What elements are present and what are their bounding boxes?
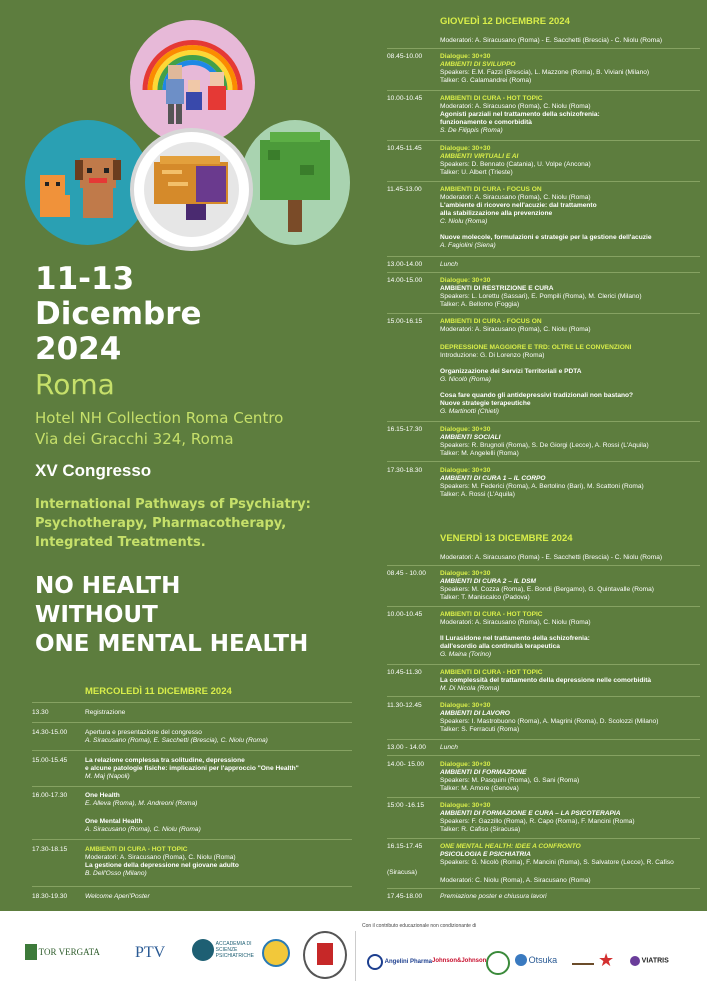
thu-row-1	[387, 53, 700, 87]
row-speakers: Speakers: G. Nicolò (Roma), F. Mancini (Roma), S. Salvatore (Lecce), R. Cafiso	[440, 859, 674, 866]
row-talker: Talker: R. Cafiso (Siracusa)	[440, 826, 521, 833]
divider	[32, 786, 352, 787]
row-talker: Talker: U. Albert (Trieste)	[440, 169, 513, 176]
row-time: 16.15-17.30	[387, 426, 423, 433]
thursday-heading: GIOVEDÌ 12 DICEMBRE 2024	[440, 16, 570, 27]
thu-row-9	[387, 467, 700, 501]
row-text: Agonisti parziali nel trattamento della schizofrenia:	[440, 111, 600, 118]
wed-row-1	[32, 709, 352, 719]
row-speakers: Speakers: F. Gazzillo (Roma), R. Capo (Roma), F. Mancini (Roma)	[440, 818, 635, 825]
row-people: G. Martinotti (Chieti)	[440, 408, 499, 415]
row-moderators: Moderatori: C. Niolu (Roma), A. Siracusano (Roma)	[440, 877, 591, 884]
row-text: One Health	[85, 792, 120, 799]
wed-row-3	[32, 757, 352, 783]
row-format: Dialogue: 30+30	[440, 426, 491, 433]
congress-title: XV Congresso	[35, 461, 152, 480]
row-text: La relazione complessa tra solitudine, depressione	[85, 757, 245, 764]
row-time: 17.45-18.00	[387, 893, 423, 900]
row-text: Apertura e presentazione del congresso	[85, 729, 202, 736]
divider	[387, 256, 700, 257]
date-month: Dicembre	[35, 296, 202, 332]
row-time: 14.30-15.00	[32, 729, 68, 736]
row-text: L'ambiente di ricovero nell'acuzie: dal trattamento	[440, 202, 597, 209]
logo-text: Johnson&Johnson	[432, 958, 487, 964]
row-content	[440, 702, 658, 734]
theme-line-1: International Pathways of Psychiatry:	[35, 497, 311, 512]
row-talker: Talker: A. Rossi (L'Aquila)	[440, 491, 515, 498]
divider	[387, 696, 700, 697]
thu-row-2	[387, 95, 700, 137]
row-topic: AMBIENTI DI CURA 1 – IL CORPO	[440, 475, 546, 482]
row-topic: AMBIENTI DI CURA - HOT TOPIC	[440, 95, 543, 102]
date-year: 2024	[35, 331, 122, 367]
row-text: Cosa fare quando gli antidepressivi tradizionali non bastano?	[440, 392, 634, 399]
row-time: 16.00-17.30	[32, 792, 68, 799]
divider	[387, 838, 700, 839]
row-people: G. Maina (Torino)	[440, 651, 492, 658]
row-topic: AMBIENTI DI LAVORO	[440, 710, 510, 717]
row-content	[85, 792, 201, 834]
divider	[387, 461, 700, 462]
row-speakers: Speakers: M. Cozza (Roma), E. Bondi (Bergamo), G. Quintavalle (Roma)	[440, 586, 655, 593]
logo-text: Angelini Pharma	[384, 959, 433, 965]
thu-row-6	[387, 277, 700, 311]
italy-map-icon	[317, 943, 333, 965]
row-content	[85, 729, 268, 745]
row-speakers: Speakers: M. Federici (Roma), A. Bertolino (Bari), M. Scattoni (Roma)	[440, 483, 644, 490]
row-talker: Talker: G. Calamandrei (Roma)	[440, 77, 532, 84]
row-time: 15.00-16.15	[387, 318, 423, 325]
logo-tor-vergata	[25, 944, 100, 960]
logo-jnj	[432, 958, 486, 964]
row-people: M. Maj (Napoli)	[85, 773, 130, 780]
friday-heading: VENERDÌ 13 DICEMBRE 2024	[440, 533, 573, 544]
logo-ptv	[135, 944, 165, 962]
logo-text: ACCADEMIA DI SCIENZE PSICHIATRICHE	[215, 941, 254, 959]
row-moderators: Moderatori: A. Siracusano (Roma), C. Niolu (Roma)	[440, 194, 591, 201]
row-topic: AMBIENTI DI CURA - FOCUS ON	[440, 186, 542, 193]
row-topic: AMBIENTI DI SVILUPPO	[440, 61, 516, 68]
divider	[387, 313, 700, 314]
divider	[387, 140, 700, 141]
row-format: Dialogue: 30+30	[440, 277, 491, 284]
divider	[387, 565, 700, 566]
row-speakers: Speakers: D. Bennato (Catania), U. Volpe (Ancona)	[440, 161, 591, 168]
row-content	[85, 846, 239, 878]
divider	[32, 702, 352, 703]
divider	[387, 797, 700, 798]
tor-vergata-icon	[25, 944, 37, 960]
thu-moderators: Moderatori: A. Siracusano (Roma) - E. Sacchetti (Brescia) - C. Niolu (Roma)	[440, 37, 663, 44]
divider	[387, 90, 700, 91]
row-content	[440, 186, 652, 250]
row-content	[440, 761, 579, 793]
row-time: 17.30-18.30	[387, 467, 423, 474]
fri-row-6	[387, 761, 700, 795]
divider	[387, 421, 700, 422]
row-content	[440, 802, 635, 834]
logo-angelini	[367, 954, 432, 970]
row-topic: ONE MENTAL HEALTH: IDEE A CONFRONTO	[440, 843, 581, 850]
brain-icon	[146, 154, 236, 224]
signature-logo-icon	[572, 955, 594, 965]
row-text: Lunch	[440, 261, 458, 268]
row-talker: Talker: M. Amore (Genova)	[440, 785, 519, 792]
row-text: Introduzione: G. Di Lorenzo (Roma)	[440, 352, 545, 359]
wed-row-6	[32, 893, 352, 903]
row-topic: AMBIENTI DI CURA - FOCUS ON	[440, 318, 542, 325]
slogan	[35, 572, 308, 659]
slogan-line-1: NO HEALTH	[35, 573, 181, 599]
row-talker: Talker: A. Bellomo (Foggia)	[440, 301, 520, 308]
row-time: 14.00-15.00	[387, 277, 423, 284]
congress-theme	[35, 495, 365, 552]
row-text: Premiazione poster e chiusura lavori	[440, 893, 547, 900]
row-speakers: Speakers: I. Mastrobuono (Roma), A. Magrini (Roma), D. Scolozzi (Milano)	[440, 718, 659, 725]
row-speakers: Speakers: L. Lorettu (Sassari), E. Pompili (Roma), M. Clerici (Milano)	[440, 293, 642, 300]
fri-row-2	[387, 611, 700, 663]
row-time: 11.30-12.45	[387, 702, 422, 709]
row-content	[85, 757, 299, 781]
row-text: Organizzazione dei Servizi Territoriali e PDTA	[440, 368, 582, 375]
row-speakers-cont: (Siracusa)	[387, 869, 418, 876]
row-format: Dialogue: 30+30	[440, 467, 491, 474]
divider	[387, 755, 700, 756]
divider	[387, 48, 700, 49]
row-format: Dialogue: 30+30	[440, 761, 491, 768]
logo-viatris	[630, 956, 669, 966]
brain-illustration	[130, 128, 253, 251]
wed-row-5	[32, 846, 352, 882]
logo-text: TOR VERGATA	[38, 947, 100, 957]
thu-row-5	[387, 261, 700, 271]
row-format: Dialogue: 30+30	[440, 702, 491, 709]
theme-line-2: Psychotherapy, Pharmacotherapy,	[35, 516, 287, 531]
divider	[387, 888, 700, 889]
row-text: dall'esordio alla continuità terapeutica	[440, 643, 560, 650]
row-moderators: Moderatori: A. Siracusano (Roma), C. Niolu (Roma)	[440, 326, 591, 333]
row-topic: AMBIENTI DI RESTRIZIONE E CURA	[440, 285, 554, 292]
row-text: Il Lurasidone nel trattamento della schizofrenia:	[440, 635, 590, 642]
row-time: 10.00-10.45	[387, 95, 423, 102]
sopsi-seal-icon	[262, 939, 290, 967]
row-people: M. Di Nicola (Roma)	[440, 685, 500, 692]
thu-row-4	[387, 186, 700, 252]
wed-row-4	[32, 792, 352, 836]
fri-moderators: Moderatori: A. Siracusano (Roma) - E. Sacchetti (Brescia) - C. Niolu (Roma)	[440, 554, 663, 561]
wed-row-2	[32, 729, 352, 747]
row-format: Dialogue: 30+30	[440, 53, 491, 60]
fri-row-8	[387, 843, 700, 887]
row-time: 10.45-11.45	[387, 145, 422, 152]
tree-illustration	[240, 120, 350, 245]
logo-text: PTV	[135, 944, 166, 961]
event-dates	[35, 262, 202, 367]
row-time: 18.30-19.30	[32, 893, 68, 900]
row-content	[440, 570, 654, 602]
row-content	[440, 611, 591, 659]
venue-address: Via dei Gracchi 324, Roma	[35, 430, 234, 448]
row-time: 11.45-13.00	[387, 186, 422, 193]
sponsor-footer	[0, 911, 707, 1000]
row-content	[440, 145, 591, 177]
row-time: 13.00 - 14.00	[387, 744, 426, 751]
row-talker: Talker: M. Angelelli (Roma)	[440, 450, 519, 457]
row-people: E. Alleva (Roma), M. Andreoni (Roma)	[85, 800, 198, 807]
row-time: 14.00- 15.00	[387, 761, 425, 768]
row-people: S. De Filippis (Roma)	[440, 127, 503, 134]
fri-row-1	[387, 570, 700, 604]
row-topic: PSICOLOGIA E PSICHIATRIA	[440, 851, 531, 858]
divider	[387, 181, 700, 182]
row-topic: AMBIENTI DI CURA - HOT TOPIC	[440, 669, 543, 676]
row-time: 13.00-14.00	[387, 261, 423, 268]
thu-row-3	[387, 145, 700, 179]
row-time: 17.30-18.15	[32, 846, 68, 853]
thu-row-7	[387, 318, 700, 422]
fri-row-3	[387, 669, 700, 695]
divider	[387, 664, 700, 665]
venue-name: Hotel NH Collection Roma Centro	[35, 409, 284, 427]
viatris-icon	[630, 956, 640, 966]
row-time: 08.45 - 10.00	[387, 570, 426, 577]
row-people: A. Fagiolini (Siena)	[440, 242, 496, 249]
row-topic: AMBIENTI DI CURA 2 – IL DSM	[440, 578, 536, 585]
otsuka-icon	[515, 954, 527, 966]
row-text: Nuove strategie terapeutiche	[440, 400, 531, 407]
divider	[32, 722, 352, 723]
row-content	[440, 426, 649, 458]
row-speakers: Speakers: E.M. Fazzi (Brescia), L. Mazzone (Roma), B. Viviani (Milano)	[440, 69, 650, 76]
row-people: G. Nicolò (Roma)	[440, 376, 491, 383]
row-time: 08.45-10.00	[387, 53, 423, 60]
tree-icon	[240, 120, 350, 245]
row-text: Welcome Aperi'Poster	[85, 893, 150, 900]
divider	[32, 750, 352, 751]
accademia-icon	[192, 939, 214, 961]
row-format: Dialogue: 30+30	[440, 145, 491, 152]
row-time: 15.00-15.45	[32, 757, 68, 764]
fri-row-4	[387, 702, 700, 736]
row-people: B. Dell'Osso (Milano)	[85, 870, 147, 877]
event-city: Roma	[35, 368, 115, 401]
row-content	[440, 318, 633, 416]
divider	[387, 739, 700, 740]
row-moderators: Moderatori: A. Siracusano (Roma), C. Niolu (Roma)	[440, 103, 591, 110]
italy-society-seal-icon	[303, 931, 347, 979]
row-speakers: Speakers: R. Brugnoli (Roma), S. De Giorgi (Lecce), A. Rossi (L'Aquila)	[440, 442, 649, 449]
row-text: Lunch	[440, 744, 458, 751]
row-topic: DEPRESSIONE MAGGIORE E TRD: OLTRE LE CONVENZIONI	[440, 344, 632, 351]
row-time: 15:00 -16.15	[387, 802, 425, 809]
green-seal-icon	[486, 951, 510, 975]
row-text: One Mental Health	[85, 818, 143, 825]
row-people: A. Siracusano (Roma), E. Sacchetti (Brescia), C. Niolu (Roma)	[85, 737, 268, 744]
row-text: La gestione della depressione nel giovane adulto	[85, 862, 239, 869]
row-speakers: Speakers: M. Pasquini (Roma), G. Sani (Roma)	[440, 777, 580, 784]
theme-line-3: Integrated Treatments.	[35, 535, 206, 550]
divider	[387, 272, 700, 273]
row-moderators: Moderatori: A. Siracusano (Roma), C. Niolu (Roma)	[85, 854, 236, 861]
row-talker: Talker: T. Maniscalco (Padova)	[440, 594, 530, 601]
logo-text: Otsuka	[528, 955, 558, 965]
star-logo-icon: ★	[598, 950, 615, 970]
date-days: 11-13	[35, 261, 135, 297]
row-topic: AMBIENTI DI CURA - HOT TOPIC	[85, 846, 188, 853]
sponsor-note: Con il contributo educazionale non condizionante di	[362, 923, 477, 929]
row-text: Registrazione	[85, 709, 126, 716]
thu-row-8	[387, 426, 700, 460]
divider	[32, 839, 352, 840]
divider	[32, 886, 352, 887]
wednesday-heading: MERCOLEDÌ 11 DICEMBRE 2024	[85, 686, 232, 697]
row-moderators: Moderatori: A. Siracusano (Roma), C. Niolu (Roma)	[440, 619, 591, 626]
row-people: A. Siracusano (Roma), C. Niolu (Roma)	[85, 826, 201, 833]
row-time: 10.45-11.30	[387, 669, 422, 676]
row-content	[440, 95, 600, 135]
row-time: 16.15-17.45	[387, 843, 423, 850]
fri-row-9	[387, 893, 700, 903]
row-time: 10.00-10.45	[387, 611, 423, 618]
slogan-line-3: ONE MENTAL HEALTH	[35, 631, 309, 657]
row-talker: Talker: S. Ferracuti (Roma)	[440, 726, 520, 733]
row-content	[440, 53, 649, 85]
row-content	[440, 467, 644, 499]
logo-accademia	[192, 939, 262, 961]
row-topic: AMBIENTI DI CURA - HOT TOPIC	[440, 611, 543, 618]
row-format: Dialogue: 30+30	[440, 802, 491, 809]
row-text: alla stabilizzazione alla prevenzione	[440, 210, 553, 217]
row-format: Dialogue: 30+30	[440, 570, 491, 577]
row-content	[440, 277, 642, 309]
row-topic: AMBIENTI SOCIALI	[440, 434, 501, 441]
row-content	[440, 669, 651, 693]
fri-row-5	[387, 744, 700, 754]
event-venue	[35, 408, 283, 450]
angelini-icon	[367, 954, 383, 970]
row-people: C. Niolu (Roma)	[440, 218, 488, 225]
slogan-line-2: WITHOUT	[35, 602, 158, 628]
divider	[355, 931, 356, 981]
row-content	[440, 843, 674, 867]
fri-row-7	[387, 802, 700, 836]
row-topic: AMBIENTI DI FORMAZIONE E CURA – LA PSICOTERAPIA	[440, 810, 621, 817]
row-text: La complessità del trattamento della depressione nelle comorbidità	[440, 677, 652, 684]
row-text: funzionamento e comorbidità	[440, 119, 532, 126]
logo-otsuka	[515, 954, 557, 966]
divider	[387, 606, 700, 607]
row-topic: AMBIENTI VIRTUALI E AI	[440, 153, 519, 160]
row-text: Nuove molecole, formulazioni e strategie per la gestione dell'acuzie	[440, 234, 652, 241]
logo-text: VIATRIS	[641, 957, 669, 965]
row-text: e alcune patologie fisiche: implicazioni per l'approccio "One Health"	[85, 765, 299, 772]
row-topic: AMBIENTI DI FORMAZIONE	[440, 769, 527, 776]
row-time: 13.30	[32, 709, 49, 716]
